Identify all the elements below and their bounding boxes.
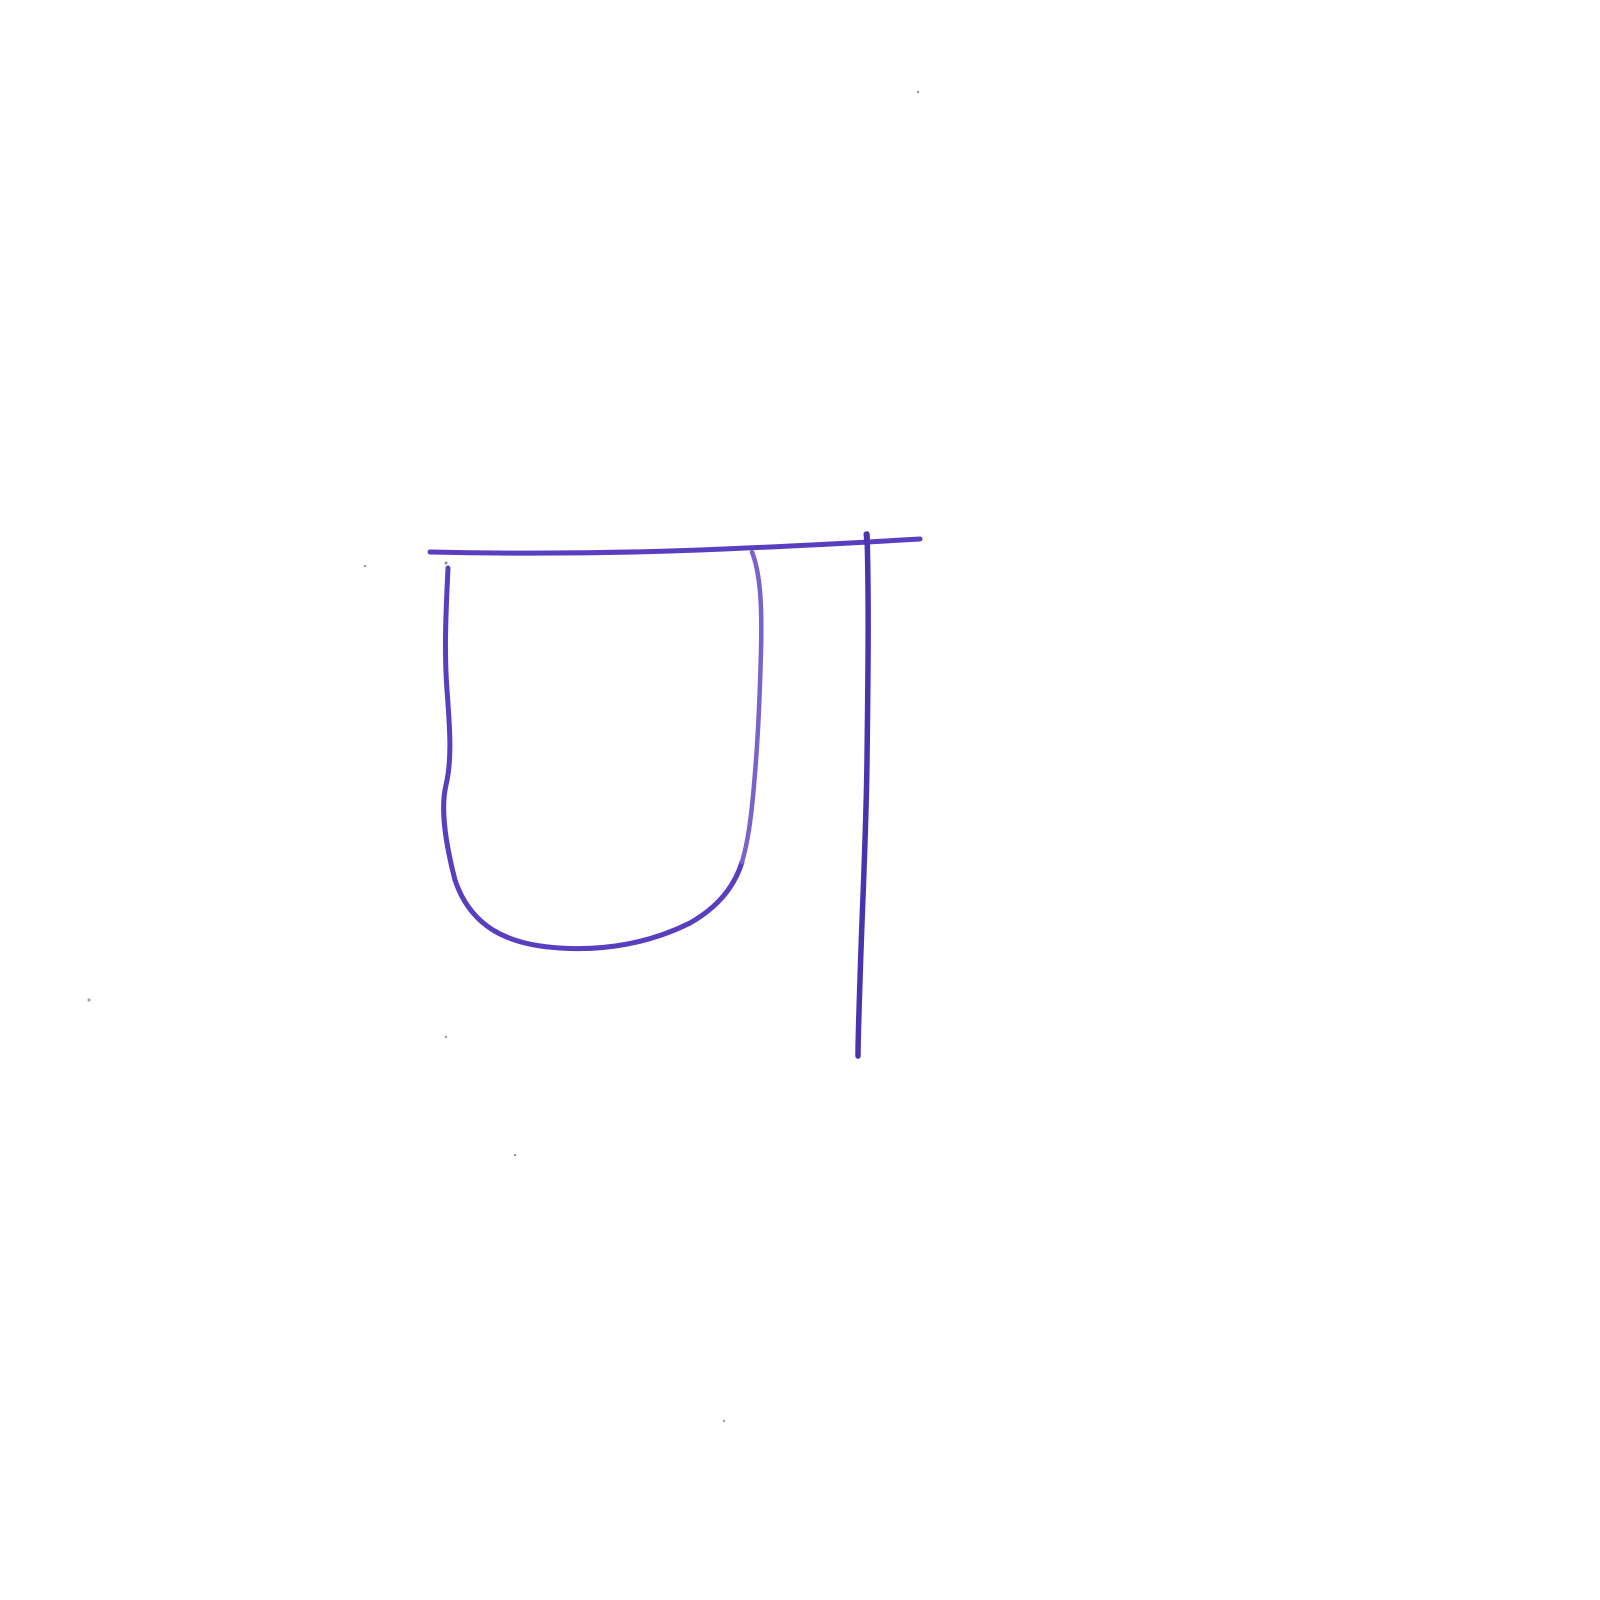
bowl-left-stroke	[444, 568, 742, 949]
paper-speck	[514, 1154, 516, 1156]
bowl-right-stroke	[742, 552, 761, 862]
top-tick-stroke	[866, 534, 867, 545]
paper-speck	[88, 999, 91, 1002]
paper-speck	[445, 1036, 447, 1038]
right-vertical-stroke	[858, 534, 868, 1056]
paper-speck	[364, 565, 366, 567]
paper-speck	[444, 561, 447, 564]
paper-speck	[917, 91, 919, 93]
paper-speck	[723, 1420, 725, 1422]
headline-stroke	[430, 539, 920, 553]
